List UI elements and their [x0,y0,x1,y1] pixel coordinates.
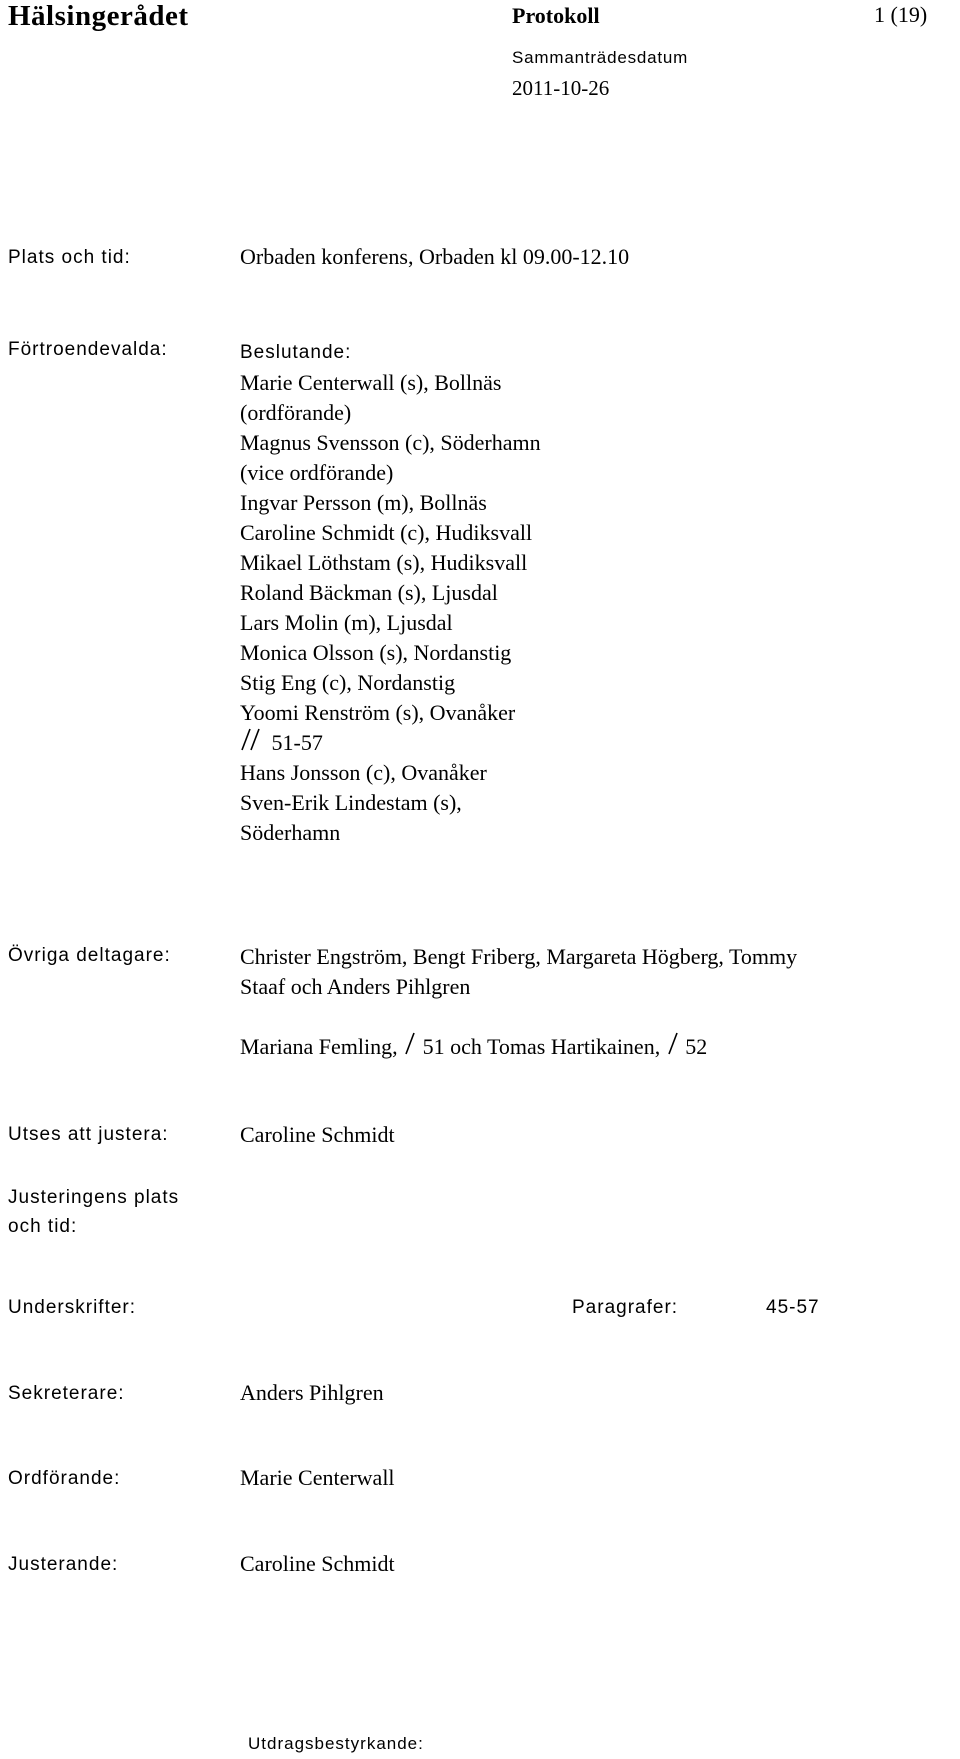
member-line: Caroline Schmidt (c), Hudiksvall [240,520,533,545]
chair-label: Ordförande: [8,1468,121,1489]
adjuster-label: Justerande: [8,1554,119,1575]
paragraph-sign-icon [403,1032,417,1056]
others-officials-line [240,1032,920,1062]
official-name: Mariana Femling, [240,1034,398,1059]
member-line: Lars Molin (m), Ljusdal [240,610,453,635]
member-line: Magnus Svensson (c), Söderhamn [240,430,541,455]
member-line: Monica Olsson (s), Nordanstig [240,640,512,665]
signatures-label: Underskrifter: [8,1297,137,1318]
member-line: (vice ordförande) [240,460,394,485]
organization-name: Hälsingerådet [8,0,189,32]
others-line: Christer Engström, Bengt Friberg, Margareta Högberg, Tommy [240,944,798,969]
member-line: Hans Jonsson (c), Ovanåker [240,760,487,785]
decision-makers-heading: Beslutande: [240,342,352,363]
paragraph-sign-icon [666,1032,680,1056]
meeting-date-label: Sammanträdesdatum [512,48,689,67]
adjust-place-label-line: Justeringens plats [8,1187,180,1208]
member-line: Sven-Erik Lindestam (s), [240,790,462,815]
others-block [240,942,920,1062]
paragraph-sign-icon [240,728,266,752]
meeting-date: 2011-10-26 [512,76,610,100]
paragraphs-label: Paragrafer: [572,1297,679,1318]
member-line: Yoomi Renström (s), Ovanåker [240,700,516,725]
paragraph-range: 51-57 [271,730,323,755]
paragraph-range-line [240,728,920,758]
adjust-label: Utses att justera: [8,1124,169,1145]
secretary-value: Anders Pihlgren [240,1380,384,1405]
member-line: Roland Bäckman (s), Ljusdal [240,580,498,605]
document-type: Protokoll [512,3,600,28]
member-line: Marie Centerwall (s), Bollnäs [240,370,502,395]
elected-label: Förtroendevalda: [8,339,168,360]
elected-members-block [240,338,920,848]
place-label: Plats och tid: [8,247,131,268]
member-line: Söderhamn [240,820,341,845]
member-line: (ordförande) [240,400,352,425]
secretary-label: Sekreterare: [8,1383,125,1404]
official-name: 51 och Tomas Hartikainen, [422,1034,661,1059]
member-line: Mikael Löthstam (s), Hudiksvall [240,550,528,575]
chair-value: Marie Centerwall [240,1465,395,1490]
paragraph-number: 52 [685,1034,708,1059]
adjust-place-label [8,1183,179,1241]
others-label: Övriga deltagare: [8,945,171,966]
others-line: Staaf och Anders Pihlgren [240,974,471,999]
adjuster-value: Caroline Schmidt [240,1551,395,1576]
paragraphs-value: 45-57 [766,1297,820,1318]
member-line: Ingvar Persson (m), Bollnäs [240,490,487,515]
member-line: Stig Eng (c), Nordanstig [240,670,456,695]
page-number: 1 (19) [874,2,928,27]
extract-certification-label: Utdragsbestyrkande: [248,1734,424,1753]
adjust-place-label-line: och tid: [8,1216,78,1237]
place-value: Orbaden konferens, Orbaden kl 09.00-12.10 [240,244,630,269]
adjust-value: Caroline Schmidt [240,1122,395,1147]
